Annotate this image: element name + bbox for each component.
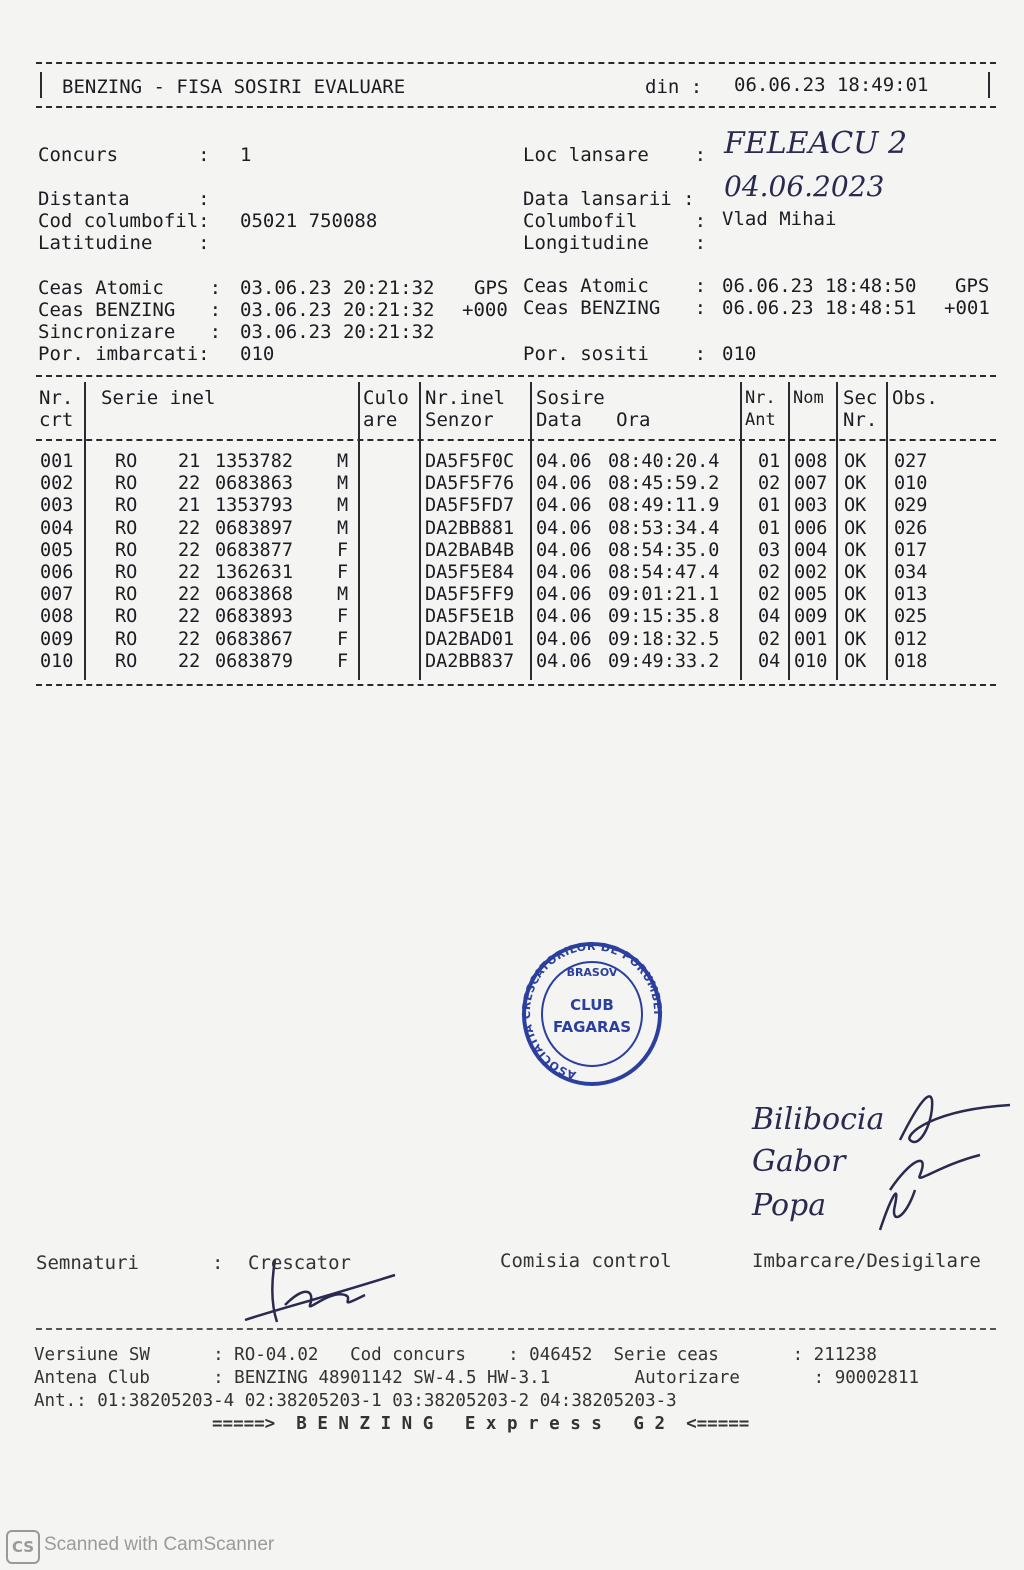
- cell-obs: 018: [894, 650, 928, 672]
- th-nom: Nom: [793, 388, 824, 408]
- table-row: [38, 651, 998, 673]
- cell-an: 21: [178, 495, 201, 517]
- cell-sex: M: [337, 451, 349, 472]
- cell-an: 22: [178, 650, 201, 672]
- cell-ant: 02: [758, 628, 781, 650]
- ceas-atomic-suffix-start: GPS: [474, 277, 509, 299]
- th-nr-ant: Nr.: [745, 388, 776, 408]
- cell-obs: 017: [894, 539, 928, 561]
- cell-senzor: DA2BB837: [425, 650, 515, 672]
- semnaturi-label: Semnaturi: [36, 1252, 139, 1274]
- cell-ora: 08:54:35.0: [608, 539, 720, 561]
- th-data-ora: Data Ora: [536, 409, 651, 431]
- cell-an: 22: [178, 473, 201, 495]
- arrivals-table: [38, 451, 998, 673]
- footer-line-antena: Antena Club : BENZING 48901142 SW-4.5 HW-3.1 Autorizare : 90002811: [34, 1368, 920, 1388]
- cell-sex: F: [337, 606, 349, 628]
- table-row: [38, 629, 998, 651]
- stamp-fagaras-text: FAGARAS: [552, 1018, 632, 1036]
- ceas-atomic-label-start: Ceas Atomic :: [38, 277, 222, 299]
- cell-obs: 012: [894, 628, 928, 650]
- cell-senzor: DA5F5F76: [425, 473, 515, 495]
- ceas-atomic-value-end: 06.06.23 18:48:50: [722, 275, 917, 297]
- table-row: [38, 473, 998, 495]
- cell-obs: 034: [894, 561, 928, 583]
- cell-senzor: DA5F5E1B: [425, 606, 515, 628]
- ceas-benzing-suffix-end: +001: [944, 297, 990, 319]
- cell-tara: RO: [115, 628, 138, 650]
- cell-nom: 002: [794, 561, 828, 583]
- cell-serie: 1353793: [215, 495, 293, 517]
- cell-sex: F: [337, 628, 349, 650]
- cell-senzor: DA2BB881: [425, 517, 515, 539]
- cell-sec: OK: [844, 584, 867, 606]
- cell-nom: 006: [794, 517, 828, 539]
- cell-ora: 09:15:35.8: [608, 606, 720, 628]
- cell-tara: RO: [115, 451, 138, 472]
- cell-data: 04.06: [536, 451, 592, 472]
- table-row: [38, 518, 998, 540]
- cell-ora: 08:40:20.4: [608, 451, 720, 472]
- cell-tara: RO: [115, 650, 138, 672]
- camscanner-logo: CS: [6, 1530, 40, 1564]
- cell-obs: 025: [894, 606, 928, 628]
- cell-tara: RO: [115, 539, 138, 561]
- cell-obs: 010: [894, 473, 928, 495]
- cell-data: 04.06: [536, 561, 592, 583]
- cell-nom: 004: [794, 539, 828, 561]
- cell-obs: 013: [894, 584, 928, 606]
- cell-serie: 1362631: [215, 561, 293, 583]
- handwritten-name-2: Gabor: [752, 1144, 846, 1179]
- cell-nr: 002: [40, 473, 74, 495]
- cell-serie: 0683893: [215, 606, 293, 628]
- cell-nom: 008: [794, 451, 828, 472]
- th-serie-inel: Serie inel: [101, 387, 216, 409]
- cell-sec: OK: [844, 561, 867, 583]
- cell-ora: 09:49:33.2: [608, 650, 720, 672]
- cell-nom: 009: [794, 606, 828, 628]
- th-nr-inel: Nr.inel: [425, 387, 506, 409]
- cell-an: 22: [178, 606, 201, 628]
- cell-serie: 0683867: [215, 628, 293, 650]
- cell-ora: 08:45:59.2: [608, 473, 720, 495]
- cell-ant: 04: [758, 650, 781, 672]
- th-are: are: [363, 409, 398, 431]
- handwritten-name-1: Bilibocia: [752, 1102, 885, 1137]
- ceas-atomic-suffix-end: GPS: [955, 275, 990, 297]
- cell-ant: 02: [758, 473, 781, 495]
- cod-columbofil-label: Cod columbofil:: [38, 210, 210, 232]
- cell-nr: 004: [40, 517, 74, 539]
- sincronizare-value: 03.06.23 20:21:32: [240, 321, 435, 343]
- columbofil-label: Columbofil :: [523, 210, 707, 232]
- cell-nom: 003: [794, 495, 828, 517]
- header-top-rule: [36, 62, 996, 64]
- cell-tara: RO: [115, 517, 138, 539]
- cell-nom: 005: [794, 584, 828, 606]
- cell-sec: OK: [844, 539, 867, 561]
- th-ant: Ant: [745, 410, 776, 430]
- cell-ora: 09:18:32.5: [608, 628, 720, 650]
- cell-data: 04.06: [536, 584, 592, 606]
- por-imbarcati-label: Por. imbarcati:: [38, 343, 210, 365]
- cell-ant: 04: [758, 606, 781, 628]
- cell-an: 22: [178, 517, 201, 539]
- cell-nom: 001: [794, 628, 828, 650]
- crescator-label: Crescator: [248, 1252, 351, 1274]
- cell-an: 22: [178, 539, 201, 561]
- th-sec-nr: Nr.: [843, 409, 878, 431]
- cell-ant: 01: [758, 517, 781, 539]
- cell-sex: M: [337, 495, 349, 517]
- cell-ora: 08:49:11.9: [608, 495, 720, 517]
- loc-lansare-value: FELEACU 2: [724, 126, 908, 161]
- ceas-benzing-label-end: Ceas BENZING :: [523, 297, 707, 319]
- table-row: [38, 495, 998, 517]
- th-sosire: Sosire: [536, 387, 605, 409]
- ceas-benzing-value-end: 06.06.23 18:48:51: [722, 297, 917, 319]
- cell-tara: RO: [115, 584, 138, 606]
- cell-nom: 007: [794, 473, 828, 495]
- cell-nr: 001: [40, 451, 74, 472]
- cell-senzor: DA5F5E84: [425, 561, 515, 583]
- footer-line-sw: Versiune SW : RO-04.02 Cod concurs : 046452 Serie ceas : 211238: [34, 1345, 877, 1365]
- cell-data: 04.06: [536, 517, 592, 539]
- footer-rule: [36, 1328, 996, 1330]
- cell-senzor: DA5F5FD7: [425, 495, 515, 517]
- th-senzor: Senzor: [425, 409, 494, 431]
- ceas-benzing-suffix-start: +000: [462, 299, 508, 321]
- cell-data: 04.06: [536, 495, 592, 517]
- camscanner-text: Scanned with CamScanner: [44, 1534, 275, 1555]
- cell-ora: 08:54:47.4: [608, 561, 720, 583]
- th-nr: Nr.: [39, 387, 74, 409]
- table-header-rule: [36, 439, 996, 441]
- cell-sex: M: [337, 473, 349, 495]
- cell-data: 04.06: [536, 606, 592, 628]
- footer-line-ant: Ant.: 01:38205203-4 02:38205203-1 03:38205203-2 04:38205203-3: [34, 1391, 677, 1411]
- cell-sex: F: [337, 561, 349, 583]
- cell-data: 04.06: [536, 628, 592, 650]
- loc-lansare-label: Loc lansare :: [523, 144, 707, 166]
- cell-sec: OK: [844, 473, 867, 495]
- cell-an: 22: [178, 584, 201, 606]
- cell-an: 21: [178, 451, 201, 472]
- table-bottom-rule: [36, 684, 996, 686]
- por-sositi-value: 010: [722, 343, 757, 365]
- cell-senzor: DA5F5F0C: [425, 451, 515, 472]
- cell-nr: 005: [40, 539, 74, 561]
- cell-ant: 01: [758, 451, 781, 472]
- cell-sec: OK: [844, 495, 867, 517]
- cell-tara: RO: [115, 495, 138, 517]
- cell-nr: 003: [40, 495, 74, 517]
- report-date-label: din :: [645, 76, 703, 98]
- ceas-atomic-value-start: 03.06.23 20:21:32: [240, 277, 435, 299]
- table-top-rule: [36, 375, 996, 377]
- cell-obs: 029: [894, 495, 928, 517]
- ceas-atomic-label-end: Ceas Atomic :: [523, 275, 707, 297]
- th-obs: Obs.: [892, 387, 938, 409]
- cell-nr: 008: [40, 606, 74, 628]
- cell-serie: 0683863: [215, 473, 293, 495]
- header-bottom-rule: [36, 106, 996, 108]
- cell-serie: 0683877: [215, 539, 293, 561]
- cell-data: 04.06: [536, 473, 592, 495]
- ceas-benzing-value-start: 03.06.23 20:21:32: [240, 299, 435, 321]
- stamp-club-text: CLUB: [570, 996, 614, 1014]
- cell-sec: OK: [844, 628, 867, 650]
- header-left-bar: [40, 72, 42, 98]
- cell-sex: F: [337, 650, 349, 672]
- cell-obs: 026: [894, 517, 928, 539]
- cell-nr: 007: [40, 584, 74, 606]
- cell-nr: 010: [40, 650, 74, 672]
- por-imbarcati-value: 010: [240, 343, 275, 365]
- cell-nom: 010: [794, 650, 828, 672]
- longitudine-label: Longitudine :: [523, 232, 707, 254]
- table-row: [38, 606, 998, 628]
- latitudine-label: Latitudine :: [38, 232, 210, 254]
- cell-serie: 0683868: [215, 584, 293, 606]
- table-row: [38, 540, 998, 562]
- table-row: [38, 584, 998, 606]
- cell-nr: 006: [40, 561, 74, 583]
- cell-serie: 1353782: [215, 451, 293, 472]
- cell-an: 22: [178, 561, 201, 583]
- table-row: [38, 562, 998, 584]
- imbarcare-desigilare-label: Imbarcare/Desigilare: [752, 1250, 981, 1272]
- data-lansarii-label: Data lansarii :: [523, 188, 695, 210]
- cell-sex: M: [337, 517, 349, 539]
- cell-nr: 009: [40, 628, 74, 650]
- club-stamp: [520, 940, 664, 1088]
- report-date-value: 06.06.23 18:49:01: [734, 74, 929, 96]
- cell-ora: 09:01:21.1: [608, 584, 720, 606]
- cell-obs: 027: [894, 451, 928, 472]
- th-crt: crt: [39, 409, 74, 431]
- concurs-label: Concurs :: [38, 144, 210, 166]
- cell-sec: OK: [844, 451, 867, 472]
- handwritten-name-3: Popa: [752, 1188, 827, 1223]
- cell-an: 22: [178, 628, 201, 650]
- header-right-bar: [988, 72, 990, 98]
- cell-data: 04.06: [536, 650, 592, 672]
- report-title: BENZING - FISA SOSIRI EVALUARE: [62, 76, 406, 98]
- concurs-value: 1: [240, 144, 252, 166]
- cod-columbofil-value: 05021 750088: [240, 210, 378, 232]
- cell-tara: RO: [115, 473, 138, 495]
- cell-sex: F: [337, 539, 349, 561]
- sincronizare-label: Sincronizare :: [38, 321, 222, 343]
- columbofil-value: Vlad Mihai: [722, 208, 837, 230]
- cell-sex: M: [337, 584, 349, 606]
- table-row: [38, 451, 998, 473]
- cell-tara: RO: [115, 561, 138, 583]
- data-lansarii-value: 04.06.2023: [724, 170, 885, 203]
- stamp-top-text: BRASOV: [566, 966, 618, 979]
- cell-sec: OK: [844, 650, 867, 672]
- semnaturi-colon: :: [212, 1252, 224, 1274]
- cell-sec: OK: [844, 606, 867, 628]
- cell-sec: OK: [844, 517, 867, 539]
- th-sec: Sec: [843, 387, 878, 409]
- cell-ant: 02: [758, 584, 781, 606]
- cell-serie: 0683897: [215, 517, 293, 539]
- stamp-outer-text: ASOCIATIA CRESCATORILOR DE PORUMBEI: [520, 940, 664, 1082]
- cell-senzor: DA2BAB4B: [425, 539, 515, 561]
- por-sositi-label: Por. sositi :: [523, 343, 707, 365]
- cell-ant: 03: [758, 539, 781, 561]
- comisia-control-label: Comisia control: [500, 1250, 672, 1272]
- distanta-label: Distanta :: [38, 188, 210, 210]
- cell-ant: 01: [758, 495, 781, 517]
- cell-ant: 02: [758, 561, 781, 583]
- th-culo: Culo: [363, 387, 409, 409]
- cell-senzor: DA2BAD01: [425, 628, 515, 650]
- cell-tara: RO: [115, 606, 138, 628]
- cell-data: 04.06: [536, 539, 592, 561]
- commission-signatures: [860, 1080, 1024, 1240]
- cell-ora: 08:53:34.4: [608, 517, 720, 539]
- ceas-benzing-label-start: Ceas BENZING :: [38, 299, 222, 321]
- cell-serie: 0683879: [215, 650, 293, 672]
- cell-senzor: DA5F5FF9: [425, 584, 515, 606]
- footer-line-brand: =====> B E N Z I N G E x p r e s s G 2 <=====: [212, 1414, 750, 1434]
